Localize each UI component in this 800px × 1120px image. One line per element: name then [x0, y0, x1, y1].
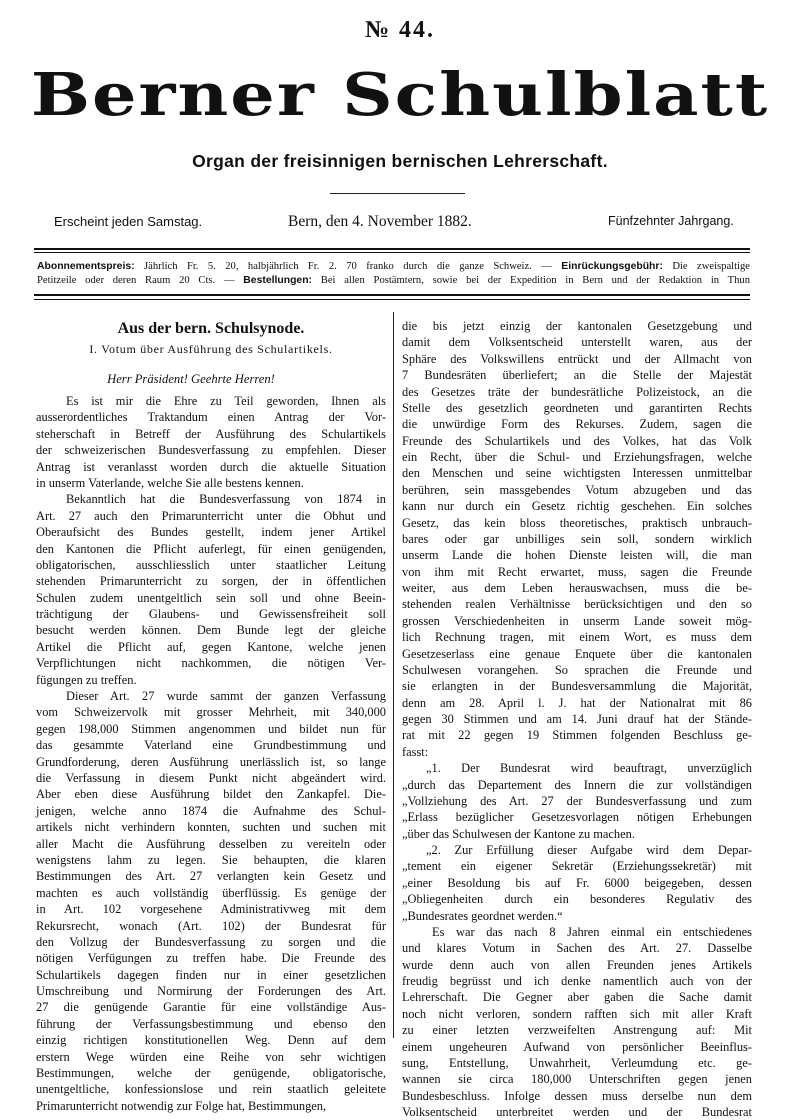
- text-line: und klares Votum in Sachen des Art. 27. Dasselbe: [402, 941, 752, 956]
- text-line: denn am 28. April l. J. hat der Nationalrat mit 86: [402, 695, 752, 710]
- left-column-text: [36, 393, 386, 1114]
- text-line: wannen sie circa 180,000 Unterschriften gegen jenen: [402, 1072, 752, 1087]
- text-line: Schulwesen vorangehen. So sprachen die Freunde und: [402, 662, 752, 677]
- text-line: sung, Entstellung, Unwahrheit, Verleumdung etc. ge-: [402, 1055, 752, 1070]
- text-line: die unwürdige Form des Rekurses. Zudem, sagen die: [402, 417, 752, 432]
- text-line: aller Macht die Ausführung desselben zu vereiteln oder: [36, 836, 386, 851]
- text-line: gegen 198,000 Stimmen angenommen und bildet nun für: [36, 721, 386, 736]
- text-line: den Vollzug der Bundesverfassung zu sorgen und die: [36, 934, 386, 949]
- text-line: Schulartikels dagegen finden nur in einer gesetzlichen: [36, 967, 386, 982]
- column-divider: [393, 312, 394, 1038]
- text-line: Art. 27 auch den Primarunterricht unter die Obhut und: [36, 508, 386, 523]
- text-line: rat mit 22 gegen 19 Stimmen folgenden Beschluss ge-: [402, 728, 752, 743]
- text-line: wenigstens lahm zu legen. Sie behaupten, die klaren: [36, 852, 386, 867]
- subscription-notice: [37, 260, 750, 288]
- text-line: „durch das Departement des Innern die zur vollständigen: [402, 777, 752, 792]
- text-line: Antrag ist veranlasst worden durch die aktuelle Situation: [36, 459, 386, 474]
- text-line: weiter, aus dem Leben herauswachsen, muss die be-: [402, 581, 752, 595]
- text-line: Sphäre des Volkswillens entrückt und der Allmacht von: [402, 351, 752, 366]
- text-line: gegen 30 Stimmen und am 14. Juni drauf hat der Stände-: [402, 712, 752, 726]
- text-line: noch nicht verloren, sondern rafften sich mit aller Kraft: [402, 1006, 752, 1021]
- text-line: obligatorischen, ausschliesslich unter staatlicher Leitung: [36, 557, 386, 572]
- text-line: Gesetz, das kein bloss theoretisches, praktisch unbrauch-: [402, 515, 752, 530]
- text-line: die bis jetzt einzig der kantonalen Gesetzgebung und: [402, 319, 752, 333]
- right-column-text: [402, 318, 752, 1120]
- issue-date: Bern, den 4. November 1882.: [288, 213, 472, 230]
- text-line: fasst:: [402, 744, 429, 759]
- text-line: vom Schweizervolk mit grosser Mehrheit, mit 340,000: [36, 705, 386, 720]
- subscription-price-label: Abonnementspreis:: [37, 261, 135, 272]
- issue-info-row: [0, 214, 800, 234]
- text-line: 27 die genügende Garantie für eine vollständige Aus-: [36, 1000, 386, 1015]
- notice-rule: [34, 294, 750, 296]
- subscription-line-1: Abonnementspreis: Jährlich Fr. 5. 20, halbjährlich Fr. 2. 70 franko durch die ganze Schweiz. — Einrückungsgebühr: Die zweispaltige: [37, 261, 750, 272]
- text-line: einzig richtigen konstitutionellen Weg. Denn auf dem: [36, 1033, 386, 1048]
- text-line: Bestimmungen des Art. 27 verlangten kein Gesetz und: [36, 869, 386, 884]
- text-line: Oberaufsicht des Bundes gestellt, indem jener Artikel: [36, 525, 386, 540]
- text-line: freudig begrüsst und ich denke namentlich auch von der: [402, 974, 752, 988]
- article-subtitle: I. Votum über Ausführung des Schulartikels.: [89, 342, 333, 356]
- text-line: kann nur durch ein Gesetz richtig geschehen. Ein solches: [402, 499, 752, 514]
- text-line: 7 Bundesräten überliefert; an die Stelle der Majestät: [402, 368, 752, 383]
- article-column-right: [402, 318, 752, 1120]
- publication-frequency: Erscheint jeden Samstag.: [54, 214, 203, 229]
- subscription-line-2: Petitzeile oder deren Raum 20 Cts. — Bestellungen: Bei allen Postämtern, sowie bei der Expedition in Bern und der Redaktion in Thun: [37, 275, 750, 286]
- text-line: Primarunterricht notwendig zur Folge hat, Bestimmungen,: [36, 1098, 327, 1113]
- salutation: Herr Präsident! Geehrte Herren!: [107, 372, 275, 386]
- text-line: „über das Schulwesen der Kantone zu machen.: [402, 826, 635, 841]
- text-line: Lehrerschaft. Die Gegner aber gaben die Sache damit: [402, 990, 752, 1005]
- text-line: wurde denn auch von allen Freunden jenes Artikels: [402, 957, 752, 972]
- text-line: berühren, sein massgebendes Votum abzugeben und das: [402, 482, 752, 497]
- text-line: stehenden realen Verhältnisse berücksichtigen und den so: [402, 597, 752, 612]
- newspaper-title: Berner Schulblatt: [30, 59, 770, 130]
- text-line: das gesammte Vaterland eine Grundbestimmung und: [36, 738, 386, 753]
- text-line: Bestimmungen, welche der genügende, obligatorische,: [36, 1066, 386, 1081]
- text-line: „tement ein eigener Sekretär (Erziehungssekretär) mit: [402, 859, 752, 874]
- text-line: in unserm Vaterlande, welche Sie alle bestens kennen.: [36, 475, 304, 490]
- text-line: lich Rechnung tragen, mit einem Wort, es muss dem: [402, 630, 752, 645]
- text-line: des Gesetzes träte der bundesrätliche Polizeistock, an die: [402, 384, 752, 399]
- text-line: unentgeltliche, konfessionslose und rein staatlich geleitete: [36, 1082, 386, 1097]
- text-line: Volksentscheid unterbreitet werden und der Bundesrat: [402, 1105, 752, 1119]
- article-column-left: [36, 318, 386, 1114]
- text-line: den Menschen und seine wichtigsten Interessen unmittelbar: [402, 466, 752, 481]
- text-line: Gesetzeserlass eine genaue Enquete über die kantonalen: [402, 646, 752, 661]
- text-line: „Erlass bezüglicher Gesetzesvorlagen nötigen Erhebungen: [402, 810, 752, 825]
- text-line: Verpflichtungen nicht nachkommen, die nötigen Ver-: [36, 656, 386, 671]
- text-line: fügungen zu treffen.: [36, 672, 137, 687]
- orders-label: Bestellungen:: [243, 275, 312, 286]
- text-line: die Verfassung in diesem Punkt nicht abgeändert wird.: [36, 770, 386, 785]
- text-line: Es war das nach 8 Jahren einmal ein entschiedenes: [432, 924, 752, 939]
- text-line: „Vollziehung des Art. 27 der Bundesverfassung und zum: [402, 793, 752, 808]
- text-line: Bundesbeschluss. Infolge dessen muss derselbe nun dem: [402, 1088, 752, 1103]
- text-line: nötigen Verfügungen zu treffen habe. Die Freunde des: [36, 951, 386, 966]
- text-line: trächtigung der Glaubens- und Gewissensfreiheit soll: [36, 607, 386, 622]
- volume-label: Fünfzehnter Jahrgang.: [608, 214, 734, 228]
- text-line: sie erlangten in der Bundesversammlung die Majorität,: [402, 679, 752, 694]
- text-line: in Art. 102 vorgesehene Administrativweg mit dem: [36, 902, 386, 917]
- text-line: artikels nicht verhindern konnten, suchten und suchen mit: [36, 820, 386, 835]
- text-line: einem ungeheuren Aufwand von persönlicher Beeinflus-: [402, 1039, 752, 1054]
- text-line: Umschreibung und Normirung der Forderungen des Art.: [36, 984, 386, 999]
- text-line: jenigen, welche anno 1874 die Aufnahme des Schul-: [36, 803, 386, 818]
- text-line: Aber eben diese Ausführung bildet den Zankapfel. Die-: [36, 787, 386, 802]
- text-line: Dieser Art. 27 wurde sammt der ganzen Verfassung: [66, 689, 386, 704]
- text-line: zu einer letzten verzweifelten Anstrengung auf: Mit: [402, 1023, 752, 1038]
- text-line: von ihm mit Recht erwartet, muss, sagen die Freunde: [402, 564, 752, 579]
- text-line: Artikel die Pflicht auf, gegen Kantone, welche jenen: [36, 639, 386, 654]
- text-line: bares oder gar unbilliges sein soll, sondern wirklich: [402, 531, 752, 546]
- text-line: Stelle des gesetzlich geordneten und garantirten Rechts: [402, 400, 752, 415]
- text-line: damit dem Volksentscheid unterstellt waren, aus der: [402, 335, 752, 350]
- text-line: stehenden Primarunterricht zu sorgen, der in öffentlichen: [36, 574, 386, 589]
- text-line: Schulen zudem unentgeltlich sein soll und ohne Beein-: [36, 590, 386, 605]
- text-line: besucht werden können. Dem Bunde legt der gleiche: [36, 623, 386, 638]
- text-line: grossen Verschiedenheiten in unserm Lande soweit mög-: [402, 613, 752, 628]
- text-line: „1. Der Bundesrat wird beauftragt, unverzüglich: [426, 761, 752, 776]
- article-title: Aus der bern. Schulsynode.: [117, 320, 305, 337]
- text-line: ein Recht, über die Schul- und Erziehungsfragen, welche: [402, 450, 752, 464]
- title-divider: [330, 193, 465, 194]
- header-rule-bottom: [34, 252, 750, 253]
- text-line: unserm Lande die hohen Dienste leisten will, die man: [402, 548, 752, 563]
- header-rule-top: [34, 248, 750, 250]
- text-line: machten es auch vollständig überflüssig. Es genüge der: [36, 885, 386, 900]
- text-line: Bekanntlich hat die Bundesverfassung von 1874 in: [66, 492, 386, 507]
- text-line: „Obliegenheiten durch ein besonderes Regulativ des: [402, 892, 752, 907]
- text-line: ausserordentliches Traktandum einen Antrag der Vor-: [36, 410, 386, 425]
- text-line: „Bundesrates geordnet werden.“: [402, 908, 563, 923]
- text-line: „einer Besoldung bis auf Fr. 6000 beigegeben, dessen: [402, 875, 752, 890]
- text-line: steherschaft in Betreff der Ausführung des Schulartikels: [36, 426, 386, 441]
- text-line: den Kantonen die Pflicht auferlegt, für einen genügenden,: [36, 541, 386, 556]
- text-line: Es ist mir die Ehre zu Teil geworden, Ihnen als: [66, 394, 386, 408]
- text-line: der schweizerischen Bundesverfassung zu empfehlen. Dieser: [36, 443, 386, 458]
- text-line: Rekursrecht, wonach (Art. 102) der Bundesrat für: [36, 918, 386, 933]
- advert-fee-label: Einrückungsgebühr:: [561, 261, 663, 272]
- issue-number: № 44.: [364, 17, 436, 43]
- text-line: führung der Verfassungsbestimmung und ebenso den: [36, 1016, 386, 1031]
- text-line: Grundforderung, deren Ausführung unerlässlich ist, so lange: [36, 754, 386, 769]
- text-line: Freunde des Schulartikels und des Volkes, hat das Volk: [402, 433, 752, 448]
- newspaper-subtitle: Organ der freisinnigen bernischen Lehrerschaft.: [192, 151, 608, 171]
- notice-rule-thin: [34, 299, 750, 300]
- text-line: „2. Zur Erfüllung dieser Aufgabe wird dem Depar-: [426, 843, 752, 857]
- text-line: erstern Wege würden eine Reihe von sehr wichtigen: [36, 1049, 386, 1064]
